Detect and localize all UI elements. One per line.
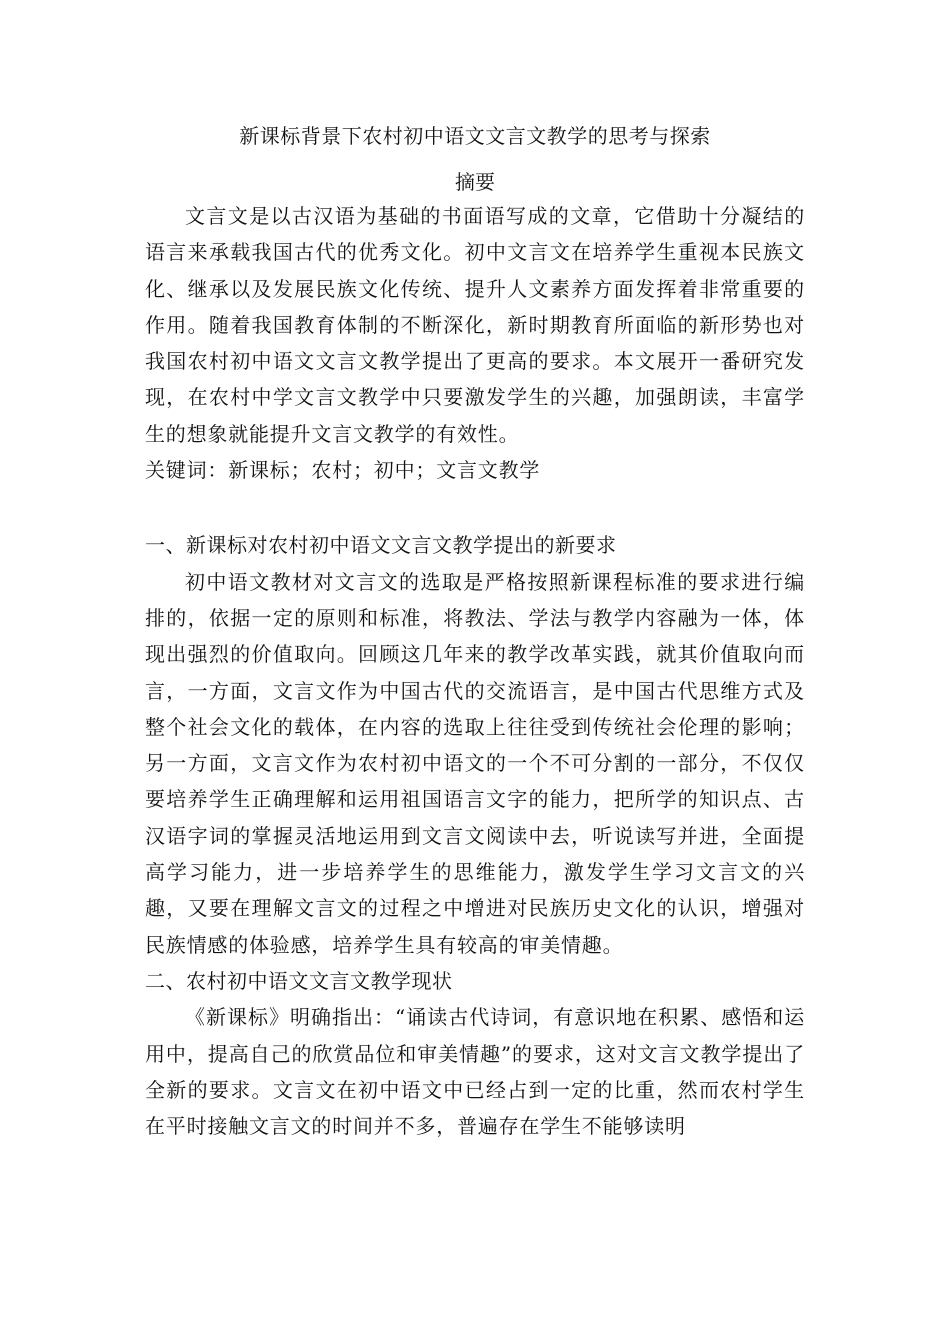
section-spacer (145, 488, 805, 527)
section-heading-1: 一、新课标对农村初中语文文言文教学提出的新要求 (145, 533, 617, 558)
section-paragraph-1: 初中语文教材对文言文的选取是严格按照新课程标准的要求进行编排的，依据一定的原则和标准，将教法、学法与教学内容融为一体，体现出强烈的价值取向。回顾这几年来的教学改革实践，就其价值取向而言，一方面，文言文作为中国古代的交流语言，是中国古代思维方式及整个社会文化的载体，在内容的选取上往往受到传统社会伦理的影响；另一方面，文言文作为农村初中语文的一个不可分割的一部分，不仅仅要培养学生正确理解和运用祖国语言文字的能力，把所学的知识点、古汉语字词的掌握灵活地运用到文言文阅读中去，听说读写并进，全面提高学习能力，进一步培养学生的思维能力，激发学生学习文言文的兴趣，又要在理解文言文的过程之中增进对民族历史文化的认识，增强对民族情感的体验感，培养学生具有较高的审美情趣。 (145, 569, 805, 957)
section-paragraph-2: 《新课标》明确指出：“诵读古代诗词，有意识地在积累、感悟和运用中，提高自己的欣赏品位和审美情趣”的要求，这对文言文教学提出了全新的要求。文言文在初中语文中已经占到一定的比重，然而农村学生在平时接触文言文的时间并不多，普遍存在学生不能够读明 (145, 1005, 805, 1139)
abstract-paragraph: 文言文是以古汉语为基础的书面语写成的文章，它借助十分凝结的语言来承载我国古代的优秀文化。初中文言文在培养学生重视本民族文化、继承以及发展民族文化传统、提升人文素养方面发挥着非常重要的作用。随着我国教育体制的不断深化，新时期教育所面临的新形势也对我国农村初中语文文言文教学提出了更高的要求。本文展开一番研究发现，在农村中学文言文教学中只要激发学生的兴趣，加强朗读，丰富学生的想象就能提升文言文教学的有效性。 (145, 204, 805, 446)
paper-title: 新课标背景下农村初中语文文言文教学的思考与探索 (239, 124, 711, 148)
section-heading-2: 二、农村初中语文文言文教学现状 (145, 968, 453, 993)
document-page (145, 118, 805, 1144)
keywords-line: 关键词：新课标；农村；初中；文言文教学 (145, 458, 541, 483)
abstract-heading: 摘要 (455, 170, 495, 194)
